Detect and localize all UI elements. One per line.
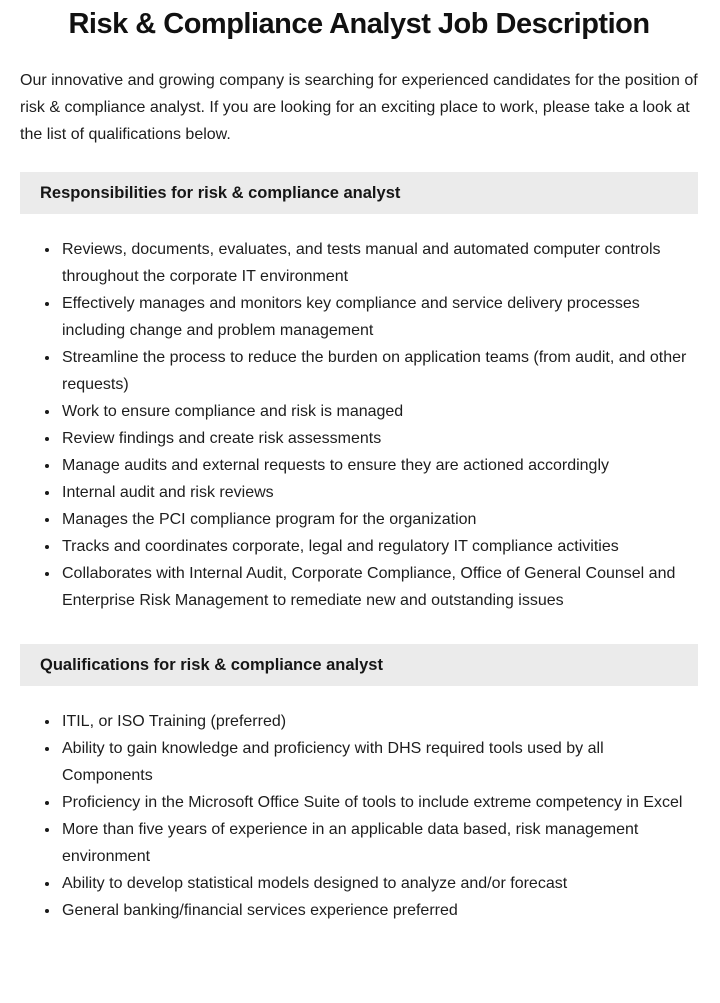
list-item: • Streamline the process to reduce the burden on application teams (from audit, and other requests) (60, 344, 698, 398)
list-item: • Internal audit and risk reviews (60, 479, 698, 506)
list-item: • Tracks and coordinates corporate, legal and regulatory IT compliance activities (60, 533, 698, 560)
list-item: • Collaborates with Internal Audit, Corporate Compliance, Office of General Counsel and Enterprise Risk Management to remediate new and outstanding issues (60, 560, 698, 614)
intro-paragraph: Our innovative and growing company is searching for experienced candidates for the position of risk & compliance analyst. If you are looking for an exciting place to work, please take a look at the list of qualifications below. (20, 72, 698, 143)
responsibilities-list (20, 236, 698, 614)
list-item: • Ability to develop statistical models designed to analyze and/or forecast (60, 870, 698, 897)
list-item: • More than five years of experience in an applicable data based, risk management environment (60, 816, 698, 870)
list-item: • Effectively manages and monitors key compliance and service delivery processes including change and problem management (60, 290, 698, 344)
qualifications-list (20, 708, 698, 924)
list-item: • General banking/financial services experience preferred (60, 897, 698, 924)
page-title: Risk & Compliance Analyst Job Description (68, 8, 650, 40)
list-item: • Work to ensure compliance and risk is managed (60, 398, 698, 425)
list-item: • Proficiency in the Microsoft Office Suite of tools to include extreme competency in Excel (60, 789, 698, 816)
list-item: • Reviews, documents, evaluates, and tests manual and automated computer controls throughout the corporate IT environment (60, 236, 698, 290)
section-heading-qualifications: Qualifications for risk & compliance analyst (20, 644, 698, 686)
section-heading-responsibilities: Responsibilities for risk & compliance analyst (20, 172, 698, 214)
list-item: • Review findings and create risk assessments (60, 425, 698, 452)
list-item: • Ability to gain knowledge and proficiency with DHS required tools used by all Components (60, 735, 698, 789)
list-item: • Manages the PCI compliance program for the organization (60, 506, 698, 533)
list-item: • ITIL, or ISO Training (preferred) (60, 708, 698, 735)
list-item: • Manage audits and external requests to ensure they are actioned accordingly (60, 452, 698, 479)
